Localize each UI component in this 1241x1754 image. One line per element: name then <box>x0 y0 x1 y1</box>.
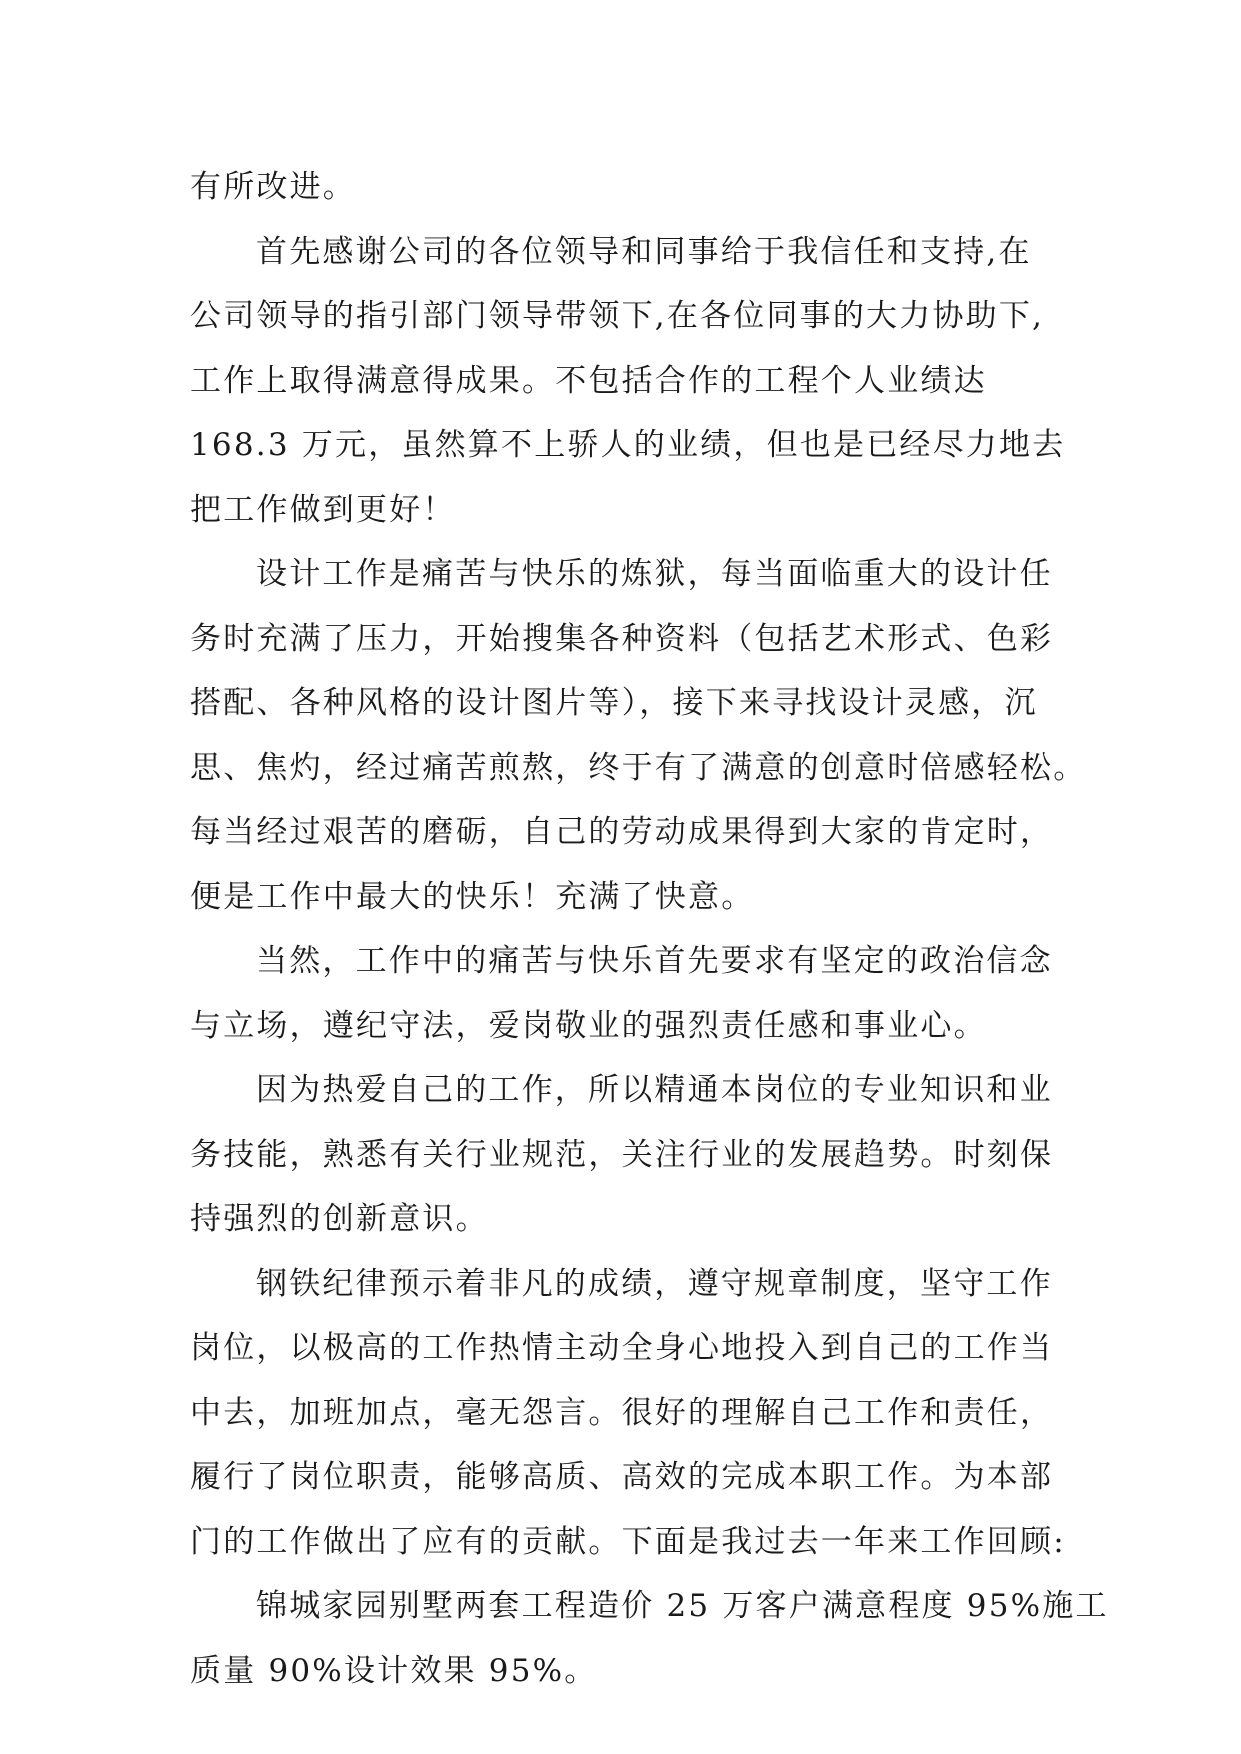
text-line: 工作上取得满意得成果。不包括合作的工程个人业绩达 <box>190 362 987 399</box>
text-line: 思、焦灼，经过痛苦煎熬，终于有了满意的创意时倍感轻松。 <box>190 749 1087 786</box>
paragraph-first-line: 当然，工作中的痛苦与快乐首先要求有坚定的政治信念 <box>256 943 1053 979</box>
text-line: 与立场，遵纪守法，爱岗敬业的强烈责任感和事业心。 <box>190 1007 987 1044</box>
text-line: 搭配、各种风格的设计图片等），接下来寻找设计灵感，沉 <box>190 685 1038 721</box>
text-line: 便是工作中最大的快乐！充满了快意。 <box>190 878 755 915</box>
text-line: 公司领导的指引部门领导带领下,在各位同事的大力协助下, <box>190 298 1045 334</box>
text-line: 履行了岗位职责，能够高质、高效的完成本职工作。为本部 <box>190 1459 1054 1495</box>
text-line: 168.3 万元，虽然算不上骄人的业绩，但也是已经尽力地去 <box>190 427 1066 463</box>
text-line: 务技能，熟悉有关行业规范，关注行业的发展趋势。时刻保 <box>190 1136 1054 1173</box>
text-line: 每当经过艰苦的磨砺，自己的劳动成果得到大家的肯定时， <box>190 814 1054 850</box>
text-line: 有所改进。 <box>190 169 356 205</box>
text-line: 把工作做到更好！ <box>190 491 456 528</box>
paragraph-first-line: 设计工作是痛苦与快乐的炼狱，每当面临重大的设计任 <box>256 556 1053 592</box>
text-line: 持强烈的创新意识。 <box>190 1201 489 1237</box>
text-line: 岗位，以极高的工作热情主动全身心地投入到自己的工作当 <box>190 1330 1054 1366</box>
paragraph-first-line: 因为热爱自己的工作，所以精通本岗位的专业知识和业 <box>256 1072 1053 1108</box>
text-line: 中去，加班加点，毫无怨言。很好的理解自己工作和责任， <box>190 1394 1054 1431</box>
paragraph-first-line: 首先感谢公司的各位领导和同事给于我信任和支持,在 <box>256 233 1032 270</box>
text-line: 质量 90%设计效果 95%。 <box>190 1652 598 1689</box>
text-line: 门的工作做出了应有的贡献。下面是我过去一年来工作回顾: <box>190 1523 1066 1560</box>
paragraph-first-line: 钢铁纪律预示着非凡的成绩，遵守规章制度，坚守工作 <box>256 1265 1053 1302</box>
paragraph-first-line: 锦城家园别墅两套工程造价 25 万客户满意程度 95%施工 <box>256 1588 1109 1624</box>
document-body <box>190 155 1109 1703</box>
text-line: 务时充满了压力，开始搜集各种资料（包括艺术形式、色彩 <box>190 620 1054 657</box>
